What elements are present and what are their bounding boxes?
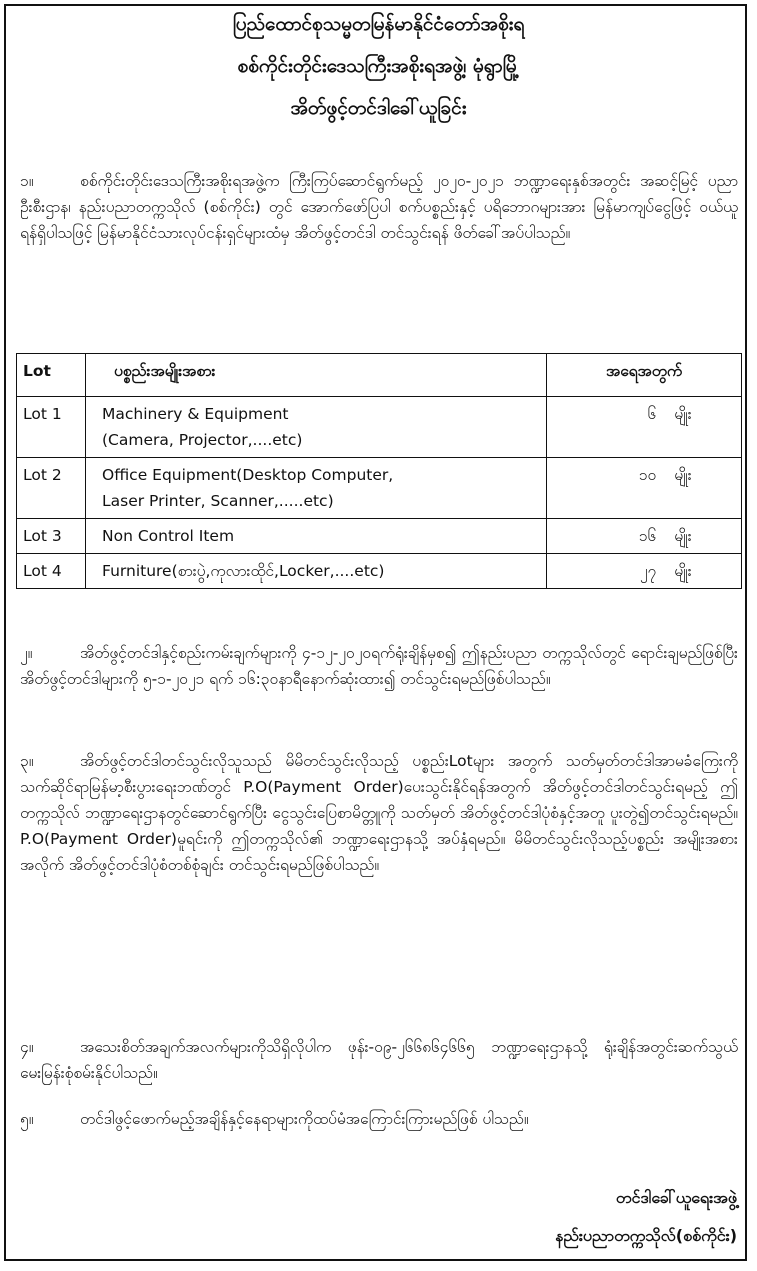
table-row <box>17 458 742 519</box>
paragraph-number: ၄။ <box>20 1038 34 1056</box>
paragraph-4 <box>20 1034 738 1086</box>
item-cell: Machinery & Equipment (Camera, Projector,....etc) <box>86 397 547 458</box>
table-header-row <box>17 354 742 397</box>
item-cell: Office Equipment(Desktop Computer, Laser Printer, Scanner,.....etc) <box>86 458 547 519</box>
lot-cell: Lot 4 <box>17 554 86 589</box>
paragraph-number: ၅။ <box>20 1110 34 1128</box>
table-row <box>17 554 742 589</box>
header-quantity: အရေအတွက် <box>547 354 742 397</box>
paragraph-3 <box>20 748 738 878</box>
item-cell: Non Control Item <box>86 519 547 554</box>
paragraph-text: စစ်ကိုင်းတိုင်းဒေသကြီးအစိုးရအဖွဲ့က ကြီးကြပ်ဆောင်ရွက်မည့် ၂၀၂၀-၂၀၂၁ ဘဏ္ဍာရေးနှစ်အတွင်း အဆင့်မြင့် ပညာဦးစီးဌာန၊ နည်းပညာတက္ကသိုလ် (စစ်ကိုင်း) တွင် အောက်ဖော်ပြပါ စက်ပစ္စည်းနှင့် ပရိဘောဂများအား မြန်မာကျပ်ငွေဖြင့် ဝယ်ယူရန်ရှိပါသဖြင့် မြန်မာနိုင်ငံသားလုပ်ငန်းရှင်များထံမှ အိတ်ဖွင့်တင်ဒါ တင်သွင်းရန် ဖိတ်ခေါ်အပ်ပါသည်။ <box>20 172 738 242</box>
item-cell: Furniture(စားပွဲ,ကုလားထိုင်,Locker,....etc) <box>86 554 547 589</box>
table-row <box>17 397 742 458</box>
paragraph-text: အိတ်ဖွင့်တင်ဒါတင်သွင်းလိုသူသည် မိမိတင်သွင်းလိုသည့် ပစ္စည်းLotများ အတွက် သတ်မှတ်တင်ဒါအာမခံကြေးကို သက်ဆိုင်ရာမြန်မာ့စီးပွားရေးဘဏ်တွင် P.O(Payment Order)ပေးသွင်းနိုင်ရန်အတွက် အိတ်ဖွင့်တင်ဒါတင်သွင်းရမည့် ဤတက္ကသိုလ် ဘဏ္ဍာရေးဌာနတွင်ဆောင်ရွက်ပြီး ငွေသွင်းပြေစာမိတ္တူကို သတ်မှတ် အိတ်ဖွင့်တင်ဒါပုံစံနှင့်အတူ ပူးတွဲ၍တင်သွင်းရမည်။ P.O(Payment Order)မူရင်းကို ဤတက္ကသိုလ်၏ ဘဏ္ဍာရေးဌာနသို့ အပ်နှံရမည်။ မိမိတင်သွင်းလိုသည့်ပစ္စည်း အမျိုးအစားအလိုက် အိတ်ဖွင့်တင်ဒါပုံစံတစ်စုံချင်း တင်သွင်းရမည်ဖြစ်ပါသည်။ <box>20 752 738 874</box>
paragraph-number: ၂။ <box>20 644 33 662</box>
lot-cell: Lot 2 <box>17 458 86 519</box>
qty-cell: ၂၇ မျိုး <box>547 554 742 589</box>
header-item-type: ပစ္စည်းအမျိုးအစား <box>86 354 547 397</box>
paragraph-text: တင်ဒါဖွင့်ဖောက်မည့်အချိန်နှင့်နေရာများကိုထပ်မံအကြောင်းကြားမည်ဖြစ် ပါသည်။ <box>80 1110 529 1128</box>
signature-committee: တင်ဒါခေါ်ယူရေးအဖွဲ့ <box>615 1188 737 1207</box>
paragraph-5 <box>20 1106 738 1132</box>
header-lot: Lot <box>17 354 86 397</box>
paragraph-text: အသေးစိတ်အချက်အလက်များကိုသိရှိလိုပါက ဖုန်း-၀၉-၂၆၆၈၆၄၆၆၅ ဘဏ္ဍာရေးဌာနသို့ ရုံးချိန်အတွင်းဆက်သွယ်မေးမြန်းစုံစမ်းနိုင်ပါသည်။ <box>20 1038 738 1082</box>
table-row <box>17 519 742 554</box>
lot-cell: Lot 1 <box>17 397 86 458</box>
header-region: စစ်ကိုင်းတိုင်းဒေသကြီးအစိုးရအဖွဲ့၊ မုံရွာမြို့ <box>237 55 520 77</box>
qty-cell: ၁၆ မျိုး <box>547 519 742 554</box>
lot-cell: Lot 3 <box>17 519 86 554</box>
paragraph-number: ၁။ <box>20 172 34 190</box>
paragraph-number: ၃။ <box>20 752 34 770</box>
paragraph-text: အိတ်ဖွင့်တင်ဒါနှင့်စည်းကမ်းချက်များကို ၄-၁၂-၂၀၂၀ရက်ရုံးချိန်မှစ၍ ဤနည်းပညာ တက္ကသိုလ်တွင် ရောင်းချမည်ဖြစ်ပြီး အိတ်ဖွင့်တင်ဒါများကို ၅-၁-၂၀၂၁ ရက် ၁၆:၃၀နာရီနောက်ဆုံးထား၍ တင်သွင်းရမည်ဖြစ်ပါသည်။ <box>20 644 738 688</box>
header-government: ပြည်ထောင်စုသမ္မတမြန်မာနိုင်ငံတော်အစိုးရ <box>232 13 525 35</box>
header-notice-title: အိတ်ဖွင့်တင်ဒါခေါ်ယူခြင်း <box>290 97 467 119</box>
paragraph-2 <box>20 640 738 692</box>
signature-university: နည်းပညာတက္ကသိုလ်(စစ်ကိုင်း) <box>555 1226 737 1245</box>
paragraph-1 <box>20 168 738 246</box>
lots-table <box>16 353 742 589</box>
qty-cell: ၁၀ မျိုး <box>547 458 742 519</box>
qty-cell: ၆ မျိုး <box>547 397 742 458</box>
